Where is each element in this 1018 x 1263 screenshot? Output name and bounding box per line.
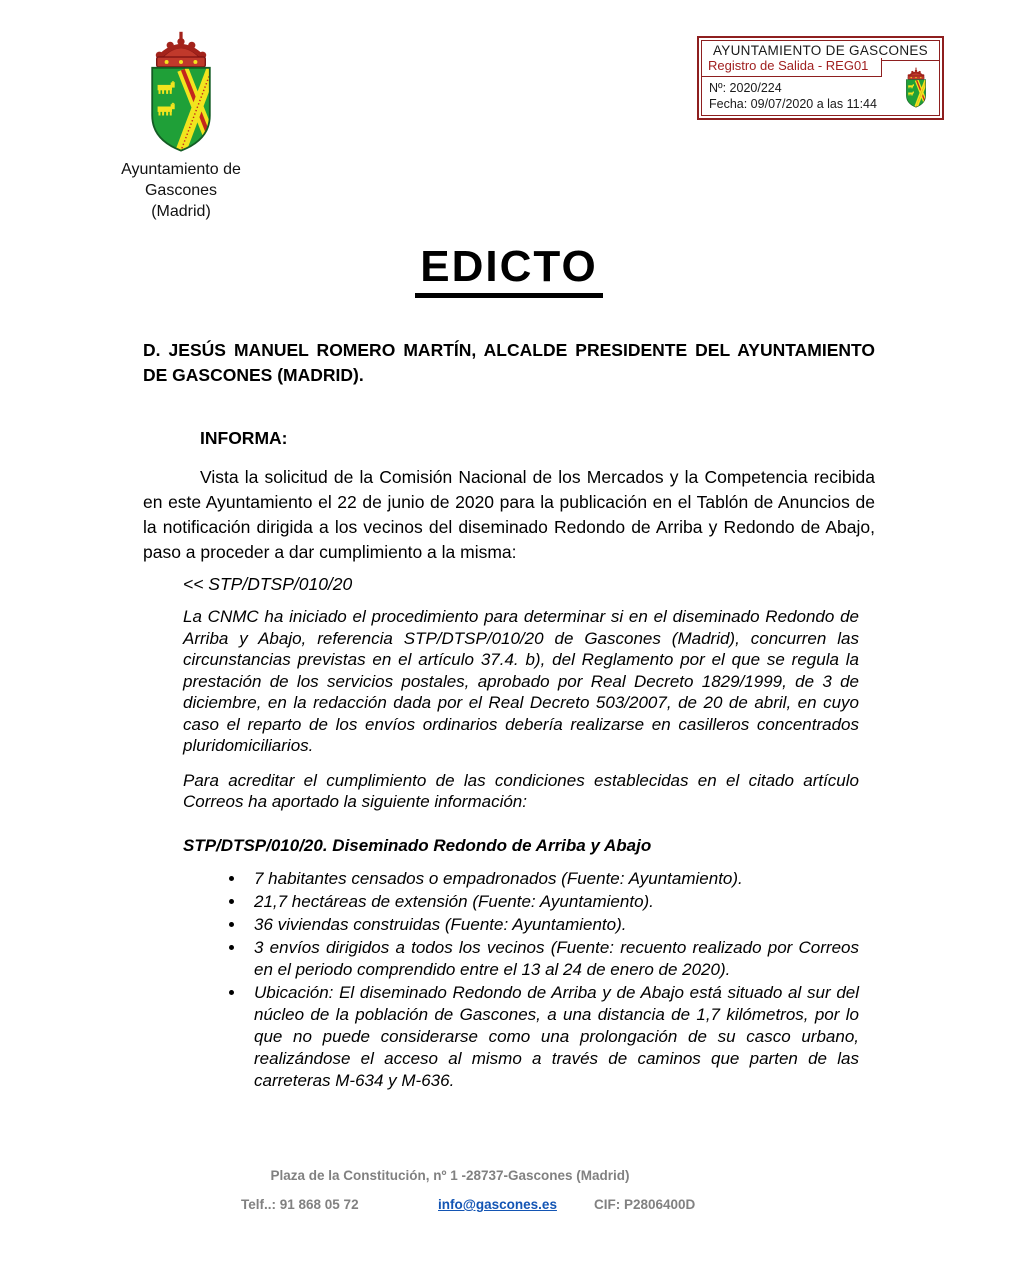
footer-email-link[interactable]: info@gascones.es — [438, 1197, 557, 1212]
page-footer — [0, 1168, 1018, 1238]
document-title-wrap — [0, 243, 1018, 298]
facts-list — [183, 868, 859, 1092]
stamp-registry-line: Registro de Salida - REG01 — [702, 58, 882, 77]
cnmc-paragraph: La CNMC ha iniciado el procedimiento para determinar si en el diseminado Redondo de Arriba y Abajo, referencia STP/DTSP/010/20 de Gascones (Madrid), concurren las circunstancias previstas en el artículo 37.4. b), del Reglamento por el que se regula la prestación de los servicios postales, aprobado por Real Decreto 1829/1999, de 3 de diciembre, en la redacción dada por el Real Decreto 503/2007, de 20 de abril, en cuyo caso el reparto de los envíos ordinarios debería realizarse en casilleros concentrados pluridomiciliarios. — [183, 607, 859, 755]
correos-paragraph: Para acreditar el cumplimiento de las condiciones establecidas en el citado artículo Correos ha aportado la siguiente información: — [183, 770, 859, 811]
stamp-coat-of-arms-icon — [901, 67, 931, 109]
list-item: • 7 habitantes censados o empadronados (Fuente: Ayuntamiento). — [246, 868, 859, 890]
reference-line: << STP/DTSP/010/20 — [183, 574, 353, 594]
logo-caption-line1: Ayuntamiento de — [121, 161, 241, 178]
registry-stamp — [697, 36, 944, 120]
list-item: • Ubicación: El diseminado Redondo de Arriba y de Abajo está situado al sur del núcleo de la población de Gascones, a una distancia de 1,7 kilómetros, por lo que no puede considerarse como una prolongación de su casco urbano, realizándose el acceso al mismo a través de caminos que parten de las carreteras M-634 y M-636. — [246, 982, 859, 1092]
stamp-number: Nº: 2020/224 — [709, 81, 782, 95]
coat-of-arms-icon — [133, 30, 229, 156]
footer-phone: Telf..: 91 868 05 72 — [241, 1197, 359, 1212]
stamp-date: Fecha: 09/07/2020 a las 11:44 — [709, 96, 877, 111]
file-subheading: STP/DTSP/010/20. Diseminado Redondo de Arriba y Abajo — [183, 835, 652, 855]
quoted-notification-block — [183, 606, 859, 1092]
document-body — [143, 338, 875, 1093]
list-item: • 3 envíos dirigidos a todos los vecinos (Fuente: recuento realizado por Correos en el periodo comprendido entre el 13 al 24 de enero de 2020). — [246, 937, 859, 981]
request-paragraph: Vista la solicitud de la Comisión Nacional de los Mercados y la Competencia recibida en este Ayuntamiento el 22 de junio de 2020 para la publicación en el Tablón de Anuncios de la notificación dirigida a los vecinos del diseminado Redondo de Arriba y Redondo de Abajo, paso a proceder a dar cumplimiento a la misma: — [143, 467, 875, 562]
logo-caption-line2: Gascones — [144, 182, 218, 199]
list-item: • 36 viviendas construidas (Fuente: Ayuntamiento). — [246, 914, 859, 936]
logo-caption-line3: (Madrid) — [151, 203, 211, 220]
stamp-title: AYUNTAMIENTO DE GASCONES — [713, 43, 928, 58]
informa-heading: INFORMA: — [200, 428, 288, 448]
footer-address: Plaza de la Constitución, nº 1 -28737-Gascones (Madrid) — [270, 1168, 630, 1183]
registry-stamp-inner — [701, 40, 940, 116]
mayor-intro-paragraph: D. JESÚS MANUEL ROMERO MARTÍN, ALCALDE PRESIDENTE DEL AYUNTAMIENTO DE GASCONES (MADRID). — [143, 340, 875, 385]
footer-cif: CIF: P2806400D — [594, 1197, 696, 1212]
municipality-logo — [106, 30, 256, 222]
stamp-divider — [882, 60, 939, 61]
list-item: • 21,7 hectáreas de extensión (Fuente: Ayuntamiento). — [246, 891, 859, 913]
document-title: EDICTO — [415, 243, 602, 298]
